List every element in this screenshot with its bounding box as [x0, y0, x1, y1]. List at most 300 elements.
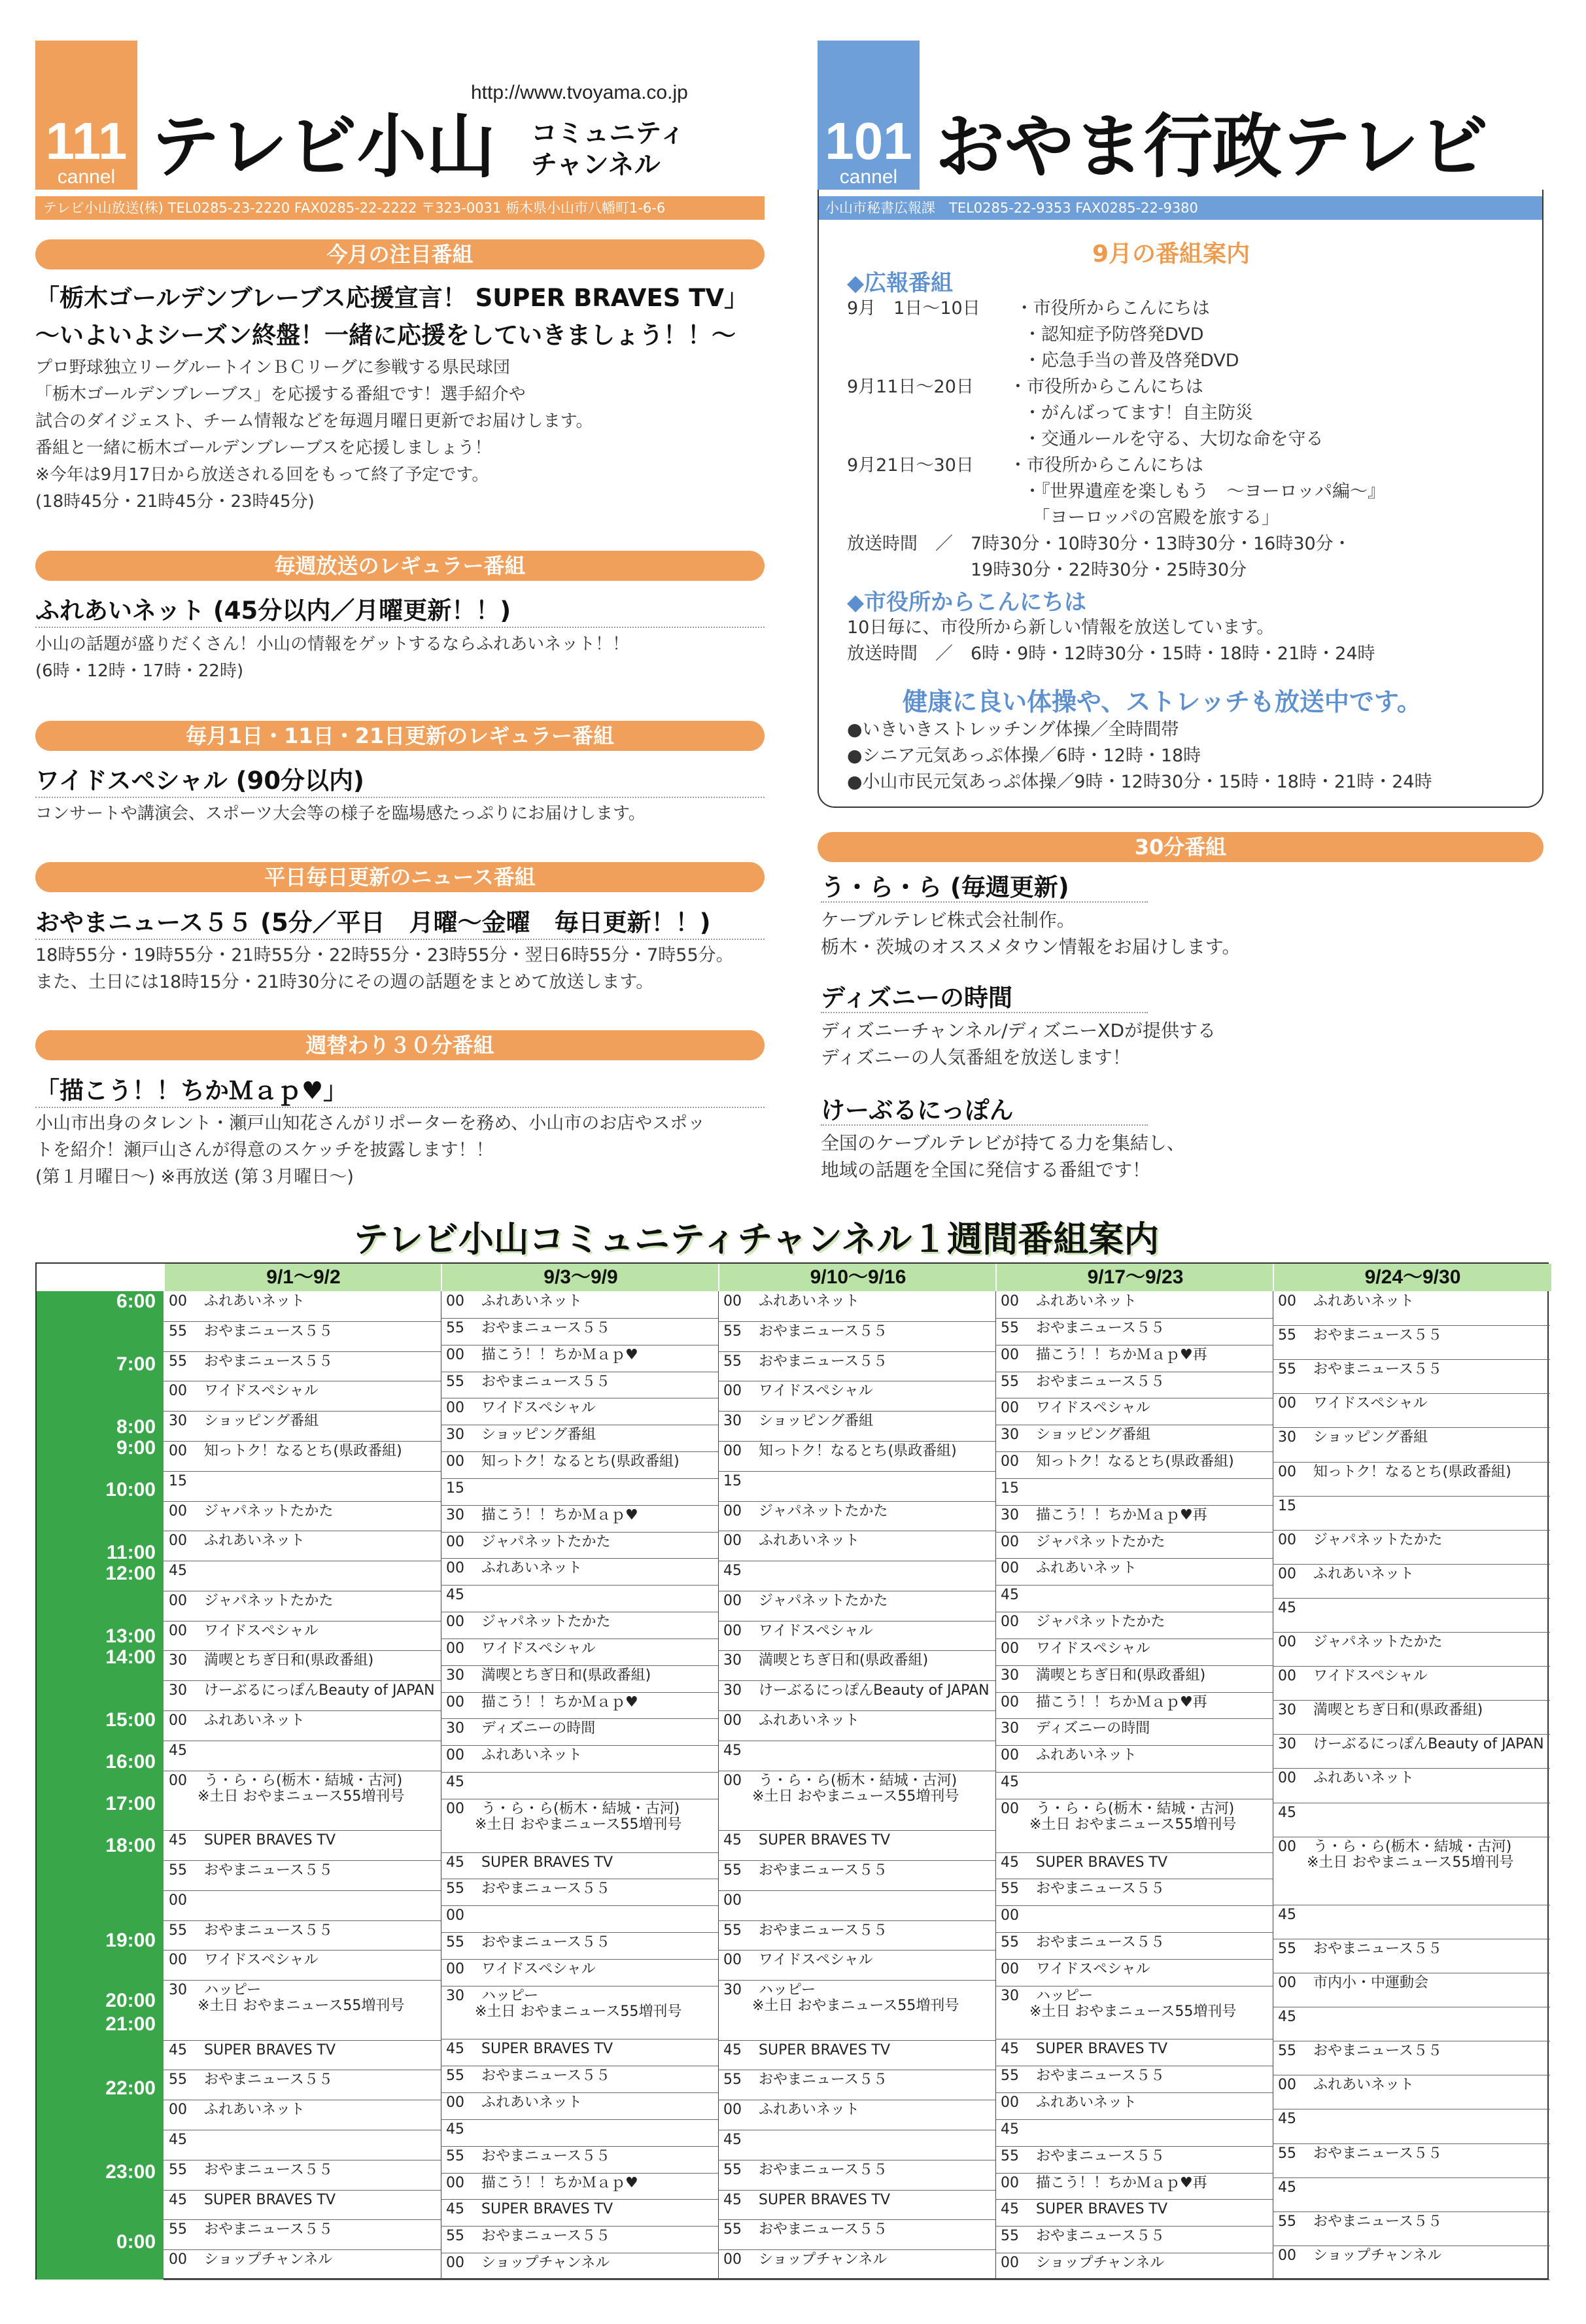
program-cell[interactable]: [446, 2068, 610, 2084]
program-minute: 30: [723, 1413, 742, 1430]
row-divider: [441, 1318, 718, 1319]
program-cell[interactable]: [1001, 1561, 1137, 1576]
program-cell[interactable]: [723, 2193, 890, 2208]
program-name: ジャパネットたかた: [1036, 1533, 1165, 1550]
program-cell[interactable]: [723, 2252, 887, 2268]
program-cell[interactable]: [1001, 2122, 1036, 2138]
program-minute: 45: [169, 1832, 187, 1849]
program-name: おやまニュース５５: [1313, 2043, 1442, 2060]
program-cell[interactable]: [446, 1614, 611, 1630]
program-name: 描こう！！ちかＭａｐ♥再: [1036, 1693, 1207, 1710]
program-name: おやまニュース５５: [1313, 2145, 1442, 2162]
program-minute: 15: [446, 1480, 464, 1497]
program-cell[interactable]: [1278, 2043, 1442, 2059]
program-name: おやまニュース５５: [481, 1934, 610, 1951]
program-minute: 00: [446, 1747, 464, 1764]
program-minute: 15: [169, 1472, 187, 1489]
admin-health-text: ●いきいきストレッチング体操／全時間帯 ●シニア元気あっぷ体操／6時・12時・18時 ●小山市民元気あっぷ体操／9時・12時30分・15時・18時・21時・24時: [847, 720, 1432, 792]
admin-month-title: 9月の番組案内: [1092, 241, 1250, 268]
weekly-divider: [35, 627, 765, 628]
program-cell[interactable]: [446, 1935, 610, 1951]
row-divider: [164, 2040, 441, 2041]
program-name: ショッピング番組: [481, 1427, 596, 1444]
program-cell[interactable]: [169, 1563, 204, 1579]
program-cell[interactable]: [1278, 1465, 1511, 1480]
row-divider: [164, 2249, 441, 2250]
row-divider: [164, 1830, 441, 1831]
program-cell[interactable]: [1278, 2214, 1442, 2230]
row-divider: [718, 1710, 995, 1711]
program-cell[interactable]: [1001, 1347, 1207, 1363]
row-divider: [1273, 1359, 1550, 1360]
program-cell[interactable]: [446, 2202, 613, 2217]
program-cell[interactable]: [169, 1923, 333, 1939]
program-cell[interactable]: [723, 2072, 888, 2088]
program-cell[interactable]: [1278, 1907, 1313, 1923]
program-cell[interactable]: [723, 1294, 859, 1309]
program-name: おやまニュース５５: [1036, 1319, 1165, 1336]
program-minute: 55: [1001, 1934, 1019, 1951]
program-cell[interactable]: [1001, 1962, 1150, 1977]
program-minute: 30: [1278, 1736, 1296, 1753]
program-cell[interactable]: [169, 1863, 333, 1879]
program-cell[interactable]: [446, 1321, 610, 1336]
program-name: ワイドスペシャル: [481, 1960, 596, 1977]
program-cell[interactable]: [169, 1623, 319, 1639]
program-minute: 00: [1278, 1838, 1296, 1855]
row-divider: [1273, 2143, 1550, 2144]
program-cell[interactable]: [723, 1383, 873, 1399]
program-cell[interactable]: [169, 1444, 402, 1459]
program-cell[interactable]: [446, 2041, 613, 2057]
program-name: SUPER BRAVES TV: [204, 2191, 336, 2208]
program-cell[interactable]: [446, 2229, 610, 2244]
program-cell[interactable]: [1001, 1748, 1137, 1763]
program-minute: 45: [723, 2041, 742, 2058]
row-divider: [995, 1451, 1273, 1452]
program-cell[interactable]: [1001, 1775, 1036, 1790]
program-minute: 45: [169, 2132, 187, 2149]
left-subtitle-line2: チャンネル: [531, 150, 661, 180]
program-cell[interactable]: [723, 1504, 888, 1519]
program-cell[interactable]: [723, 1863, 888, 1879]
program-minute: 00: [1001, 1346, 1019, 1363]
row-divider: [164, 1680, 441, 1681]
weekly-title: ふれあいネット (45分以内／月曜更新！！): [35, 597, 511, 625]
program-cell[interactable]: [446, 1427, 596, 1443]
program-cell[interactable]: [723, 2222, 888, 2238]
program-minute: 55: [1001, 2068, 1019, 2085]
program-cell[interactable]: [169, 1474, 204, 1489]
program-name: ショップチャンネル: [1313, 2247, 1442, 2264]
program-cell[interactable]: [1278, 1328, 1442, 1344]
row-divider: [995, 2226, 1273, 2227]
program-cell[interactable]: [1001, 2176, 1207, 2191]
program-cell[interactable]: [169, 2102, 305, 2118]
program-name: ふれあいネット: [204, 1533, 305, 1550]
program-cell[interactable]: [723, 1653, 928, 1669]
program-name: おやまニュース５５: [204, 2221, 333, 2238]
program-cell[interactable]: [169, 2193, 336, 2208]
program-cell[interactable]: [1278, 1975, 1428, 1991]
program-cell[interactable]: [1001, 1695, 1207, 1710]
program-cell[interactable]: [446, 1535, 611, 1550]
program-minute: 45: [169, 1742, 187, 1759]
program-minute: 00: [446, 1293, 464, 1309]
program-cell[interactable]: [1001, 1427, 1150, 1443]
program-minute: 45: [1278, 2009, 1296, 2026]
column-divider: [718, 1291, 719, 2280]
program-name: おやまニュース５５: [1313, 1327, 1442, 1344]
program-cell[interactable]: [169, 1833, 336, 1848]
row-divider: [441, 1852, 718, 1853]
program-cell[interactable]: [1001, 1935, 1165, 1951]
row-divider: [441, 1585, 718, 1586]
program-cell[interactable]: [1001, 1855, 1167, 1871]
program-cell[interactable]: [446, 1508, 638, 1523]
row-divider: [718, 1441, 995, 1442]
program-cell[interactable]: [723, 1593, 888, 1609]
program-cell[interactable]: [723, 1923, 888, 1939]
program-name: おやまニュース５５: [759, 2072, 888, 2089]
program-cell[interactable]: [723, 1533, 859, 1549]
program-cell[interactable]: [723, 2132, 759, 2148]
row-divider: [995, 1959, 1273, 1960]
program-minute: 55: [1001, 2228, 1019, 2245]
program-cell[interactable]: [1278, 1669, 1428, 1684]
program-cell[interactable]: [723, 1773, 959, 1805]
cable-nippon-title: けーぶるにっぽん: [821, 1096, 1014, 1124]
row-divider: [995, 1532, 1273, 1533]
program-name: おやまニュース５５: [1036, 2068, 1165, 2085]
section-banner-news: 平日毎日更新のニュース番組: [35, 862, 765, 892]
program-minute: 00: [1278, 1565, 1296, 1582]
program-cell[interactable]: [1001, 1400, 1150, 1416]
program-cell[interactable]: [723, 1893, 759, 1909]
program-cell[interactable]: [446, 1347, 638, 1363]
program-cell[interactable]: [1278, 2077, 1414, 2093]
row-divider: [441, 2092, 718, 2093]
row-divider: [1273, 2177, 1550, 2178]
row-divider: [995, 2173, 1273, 2174]
program-minute: 55: [446, 1934, 464, 1951]
program-cell[interactable]: [169, 2072, 333, 2088]
program-minute: 45: [1278, 2111, 1296, 2128]
program-minute: 00: [1278, 1975, 1296, 1992]
program-cell[interactable]: [446, 1294, 582, 1309]
program-minute: 00: [446, 1533, 464, 1550]
row-divider: [164, 1890, 441, 1891]
program-cell[interactable]: [1001, 1614, 1165, 1630]
program-cell[interactable]: [723, 2162, 888, 2178]
program-cell[interactable]: [446, 2149, 610, 2164]
program-cell[interactable]: [169, 1413, 319, 1429]
program-minute: 00: [1001, 1560, 1019, 1577]
program-cell[interactable]: [446, 1881, 610, 1897]
program-cell[interactable]: [446, 1454, 680, 1470]
program-cell[interactable]: [446, 1587, 481, 1603]
program-name: SUPER BRAVES TV: [481, 2201, 613, 2218]
program-cell[interactable]: [446, 2176, 638, 2191]
program-name: ワイドスペシャル: [1036, 1640, 1150, 1657]
program-cell[interactable]: [1278, 1396, 1428, 1412]
program-minute: 55: [723, 1922, 742, 1939]
row-divider: [1273, 1496, 1550, 1497]
program-cell[interactable]: [169, 1952, 319, 1968]
program-minute: 45: [446, 1774, 464, 1791]
program-minute: 00: [723, 1622, 742, 1639]
program-cell[interactable]: [446, 1374, 610, 1390]
program-cell[interactable]: [1001, 1881, 1165, 1897]
program-cell[interactable]: [169, 2222, 333, 2238]
tvoyama-url[interactable]: http://www.tvoyama.co.jp: [471, 82, 688, 103]
program-cell[interactable]: [723, 1444, 957, 1459]
program-minute: 30: [169, 1652, 187, 1669]
program-name: ふれあいネット: [1036, 2094, 1137, 2111]
program-cell[interactable]: [169, 1504, 334, 1519]
program-cell[interactable]: [446, 1641, 596, 1657]
program-cell[interactable]: [1278, 2111, 1313, 2127]
program-cell[interactable]: [446, 1855, 613, 1871]
program-minute: 00: [1278, 1668, 1296, 1685]
program-cell[interactable]: [1278, 1362, 1442, 1378]
row-divider: [164, 1621, 441, 1622]
program-minute: 00: [723, 1592, 742, 1609]
monthly-title: ワイドスペシャル (90分以内): [35, 767, 364, 795]
program-cell[interactable]: [1001, 1374, 1165, 1390]
program-cell[interactable]: [1001, 2229, 1165, 2244]
program-cell[interactable]: [723, 1474, 759, 1489]
row-divider: [164, 1471, 441, 1472]
program-minute: 55: [723, 1353, 742, 1370]
row-divider: [164, 1920, 441, 1921]
program-cell[interactable]: [723, 2102, 859, 2118]
section-banner-monthly: 毎月1日・11日・21日更新のレギュラー番組: [35, 721, 765, 751]
row-divider: [718, 1501, 995, 1502]
program-cell[interactable]: [446, 1695, 638, 1710]
program-name: ワイドスペシャル: [1036, 1400, 1150, 1417]
program-cell[interactable]: [1278, 1635, 1443, 1650]
program-cell[interactable]: [1278, 1941, 1442, 1957]
row-divider: [995, 1665, 1273, 1666]
program-cell[interactable]: [446, 1481, 481, 1497]
program-cell[interactable]: [169, 1294, 305, 1309]
time-label: 16:00: [105, 1751, 156, 1773]
program-minute: 00: [169, 1622, 187, 1639]
program-cell[interactable]: [1278, 1737, 1544, 1752]
program-name: ジャパネットたかた: [1313, 1634, 1443, 1651]
program-cell[interactable]: [446, 1400, 596, 1416]
program-cell[interactable]: [446, 1908, 481, 1924]
program-cell[interactable]: [1278, 1839, 1513, 1871]
program-cell[interactable]: [1278, 1499, 1313, 1514]
featured-title: 「栃木ゴールデンブレーブス応援宣言！ SUPER BRAVES TV」: [35, 284, 749, 312]
program-cell[interactable]: [446, 1561, 582, 1576]
program-minute: 30: [1001, 1667, 1019, 1684]
program-minute: 45: [1001, 2201, 1019, 2218]
program-cell[interactable]: [446, 1748, 582, 1763]
program-cell[interactable]: [1278, 1703, 1483, 1718]
program-cell[interactable]: [446, 1668, 651, 1684]
program-cell[interactable]: [169, 1893, 204, 1909]
program-minute: 55: [446, 1881, 464, 1898]
program-cell[interactable]: [1001, 2068, 1165, 2084]
program-minute: 30: [446, 1720, 464, 1737]
row-divider: [441, 1772, 718, 1773]
program-cell[interactable]: [169, 2252, 332, 2268]
program-cell[interactable]: [1001, 2041, 1167, 2057]
program-cell[interactable]: [723, 2043, 890, 2058]
program-name: ワイドスペシャル: [759, 1383, 873, 1400]
program-cell[interactable]: [1001, 1294, 1137, 1309]
program-cell[interactable]: [169, 1743, 204, 1759]
program-cell[interactable]: [169, 2043, 336, 2058]
program-cell[interactable]: [1001, 1641, 1150, 1657]
program-cell[interactable]: [169, 1383, 319, 1399]
program-cell[interactable]: [446, 1721, 595, 1737]
program-cell[interactable]: [169, 1683, 435, 1699]
program-cell[interactable]: [723, 1952, 873, 1968]
program-name: ふれあいネット: [1313, 2077, 1415, 2094]
program-cell[interactable]: [723, 1833, 890, 1848]
program-minute: 30: [169, 1682, 187, 1699]
news-divider: [35, 939, 765, 940]
program-cell[interactable]: [723, 1413, 873, 1429]
program-cell[interactable]: [1001, 2202, 1167, 2217]
program-name: 描こう！！ちかＭａｐ♥再: [1036, 1506, 1207, 1523]
program-cell[interactable]: [1001, 1508, 1207, 1523]
row-divider: [718, 1890, 995, 1891]
program-cell[interactable]: [1278, 2248, 1441, 2264]
program-cell[interactable]: [1001, 2095, 1137, 2111]
program-cell[interactable]: [1278, 2146, 1442, 2162]
program-name: ジャパネットたかた: [204, 1502, 334, 1519]
program-cell[interactable]: [446, 1962, 596, 1977]
program-minute: 30: [1001, 1720, 1019, 1737]
row-divider: [1273, 1768, 1550, 1769]
program-cell[interactable]: [1001, 1988, 1236, 2020]
program-cell[interactable]: [446, 1988, 681, 2020]
program-name: おやまニュース５５: [204, 1922, 333, 1939]
program-cell[interactable]: [169, 1354, 333, 1370]
program-name: おやまニュース５５: [1036, 2147, 1165, 2164]
program-cell[interactable]: [1001, 1908, 1036, 1924]
time-label: 23:00: [105, 2161, 156, 2183]
program-minute: 55: [169, 1862, 187, 1879]
program-minute: 00: [169, 1952, 187, 1969]
program-cell[interactable]: [169, 1533, 305, 1549]
program-cell[interactable]: [169, 1773, 404, 1805]
program-minute: 00: [723, 1712, 742, 1729]
row-divider: [1273, 1530, 1550, 1531]
program-cell[interactable]: [1001, 1481, 1036, 1497]
program-cell[interactable]: [1278, 1294, 1414, 1309]
program-cell[interactable]: [723, 1683, 990, 1699]
row-divider: [995, 1932, 1273, 1933]
program-minute: 00: [723, 1533, 742, 1550]
program-cell[interactable]: [723, 1983, 959, 2014]
program-cell[interactable]: [1278, 2009, 1313, 2025]
program-cell[interactable]: [723, 1354, 888, 1370]
program-name: おやまニュース５５: [481, 1373, 610, 1390]
program-name: 市内小・中運動会: [1313, 1975, 1429, 1992]
program-cell[interactable]: [1278, 2180, 1313, 2196]
program-cell[interactable]: [446, 2255, 610, 2271]
program-cell[interactable]: [723, 1563, 759, 1579]
program-minute: 00: [169, 1442, 187, 1459]
program-cell[interactable]: [1001, 1721, 1150, 1737]
row-divider: [1273, 2211, 1550, 2212]
program-cell[interactable]: [1278, 1533, 1443, 1548]
program-name: ジャパネットたかた: [759, 1592, 888, 1609]
time-label: 7:00: [116, 1353, 156, 1375]
program-minute: 15: [1001, 1480, 1019, 1497]
program-cell[interactable]: [723, 1324, 888, 1340]
program-cell[interactable]: [1001, 1535, 1165, 1550]
program-minute: 45: [169, 2191, 187, 2208]
program-minute: 00: [446, 1560, 464, 1577]
program-name: ワイドスペシャル: [759, 1622, 873, 1639]
program-cell[interactable]: [1001, 1454, 1234, 1470]
program-minute: 00: [169, 1383, 187, 1400]
program-cell[interactable]: [1001, 1668, 1205, 1684]
program-cell[interactable]: [446, 1801, 681, 1833]
program-cell[interactable]: [169, 1653, 373, 1669]
left-channel-label: cannel: [57, 166, 116, 188]
program-minute: 30: [446, 1667, 464, 1684]
program-cell[interactable]: [1278, 1430, 1428, 1446]
program-cell[interactable]: [446, 1775, 481, 1790]
program-cell[interactable]: [1001, 2255, 1164, 2271]
program-cell[interactable]: [1001, 1587, 1036, 1603]
program-cell[interactable]: [1278, 1601, 1313, 1616]
program-cell[interactable]: [169, 1983, 404, 2014]
program-cell[interactable]: [169, 2162, 333, 2178]
program-name: ハッピー ※土日 おやまニュース55増刊号: [752, 1982, 959, 2015]
program-cell[interactable]: [1278, 1771, 1414, 1786]
row-divider: [995, 1505, 1273, 1506]
program-cell[interactable]: [723, 1713, 859, 1729]
program-minute: 00: [169, 1592, 187, 1609]
program-minute: 45: [446, 1587, 464, 1604]
program-cell[interactable]: [723, 1743, 759, 1759]
program-cell[interactable]: [1001, 1321, 1165, 1336]
program-cell[interactable]: [169, 2132, 204, 2148]
program-cell[interactable]: [169, 1713, 305, 1729]
week-header: 9/10〜9/16: [718, 1264, 997, 1291]
program-minute: 45: [1001, 1854, 1019, 1871]
program-cell[interactable]: [723, 1623, 873, 1639]
program-name: ふれあいネット: [481, 1293, 583, 1309]
program-cell[interactable]: [169, 1593, 334, 1609]
program-cell[interactable]: [446, 2095, 582, 2111]
time-label: 20:00: [105, 1990, 156, 2011]
program-minute: 00: [1001, 2174, 1019, 2191]
program-cell[interactable]: [446, 2122, 481, 2138]
program-minute: 00: [446, 2174, 464, 2191]
program-cell[interactable]: [1001, 2149, 1165, 2164]
program-name: おやまニュース５５: [1313, 2213, 1442, 2230]
time-label: 14:00: [105, 1646, 156, 1668]
program-cell[interactable]: [1001, 1801, 1236, 1833]
program-cell[interactable]: [1278, 1567, 1414, 1582]
program-name: おやまニュース５５: [759, 2221, 888, 2238]
program-cell[interactable]: [169, 1324, 333, 1340]
row-divider: [164, 1501, 441, 1502]
program-cell[interactable]: [1278, 1805, 1313, 1821]
program-name: おやまニュース５５: [759, 2161, 888, 2178]
program-minute: 55: [1278, 2043, 1296, 2060]
